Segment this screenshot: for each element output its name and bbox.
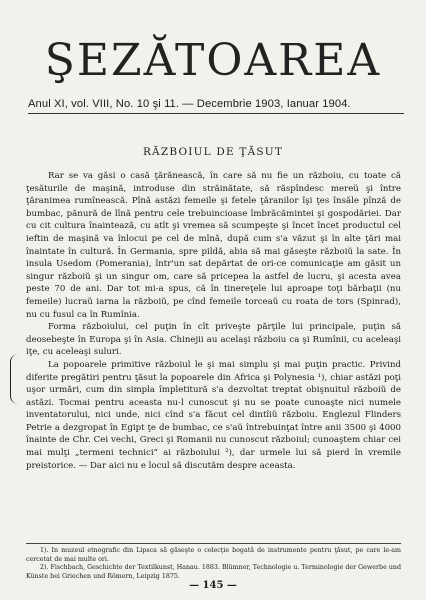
paragraph: La popoarele primitive războiul le şi mai simplu şi mai puţin practic. Privind diferite pregătiri pentru ţăsut la popoarele din Africa şi Polynesia ¹), chiar astăzi poţi uşor urmări, cum din simpla împletitură s'a dezvoltat treptat obişnuitul războiŭ de astăzi. Tocmai pentru aceasta nu-l cunoscut şi nu se poate cunoaşte nici numele inventatorului, nici unde, nici cînd s'a făcut cel dintîiŭ războiu. Englezul Flinders Petrie a dezgropat în Egipt ţe de bumbac, ce s'aŭ întrebuinţat între anii 3500 şi 4000 înainte de Chr. Cei vechi, Greci şi Romanii nu cunoscut războiul; cunoaştem chiar cei mai mulţi „termeni technici“ ai războiului ²), dar urmele lui să pierd în vremile preistorice. — Dar aici nu e locul să discutăm despre aceasta. — [26, 359, 401, 471]
issue-line: Anul XI, vol. VIII, No. 10 şi 11. — Decembrie 1903, Ianuar 1904. — [28, 98, 404, 114]
footnote: 1). In muzeul etnografic din Lipsca să găseşte o colecţie bogată de instrumente pentru ţăsut, pe care le-am cercetat de mai multe ori. — [26, 547, 401, 563]
paragraph: Forma războiului, cel puţin în cît priveşte părţile lui principale, puţin să deosebeşte în Europa şi în Asia. Chinejii au acelaşi războiu ca şi Rumînii, cu aceleaşi iţe, cu aceleaşi suluri. — [26, 322, 401, 358]
article-title: RĂZBOIUL DE ŢĂSUT — [142, 146, 284, 158]
footnote: 2). Fischbach, Geschichte der Textilkunst, Hanau. 1883. Blümner, Technologie u. Terminologie der Gewerbe und Künste bei Griechen und Römern, Leipzig 1875. — [26, 564, 401, 580]
margin-brace-mark — [10, 354, 21, 404]
footnotes — [26, 543, 401, 581]
paragraph: Rar se va găsi o casă ţărănească, în care să nu fie un războiu, cu toate că ţesăturile de maşină, introduse din străinătate, să răspîndesc mereŭ şi între ţăranimea rumînească. Pînă astăzi femeile şi fetele ţăranilor îşi ţes însăle pînză de bumbac, pănură de lînă pentru cele trebuincioase îmbrăcămintei şi gospodăriei. Dar cu cit cultura înaintează, cu atît şi vremea să scumpeşte şi încet încet productul cel ieftin de maşină va înlocui pe cel de mînă, după cum s'a văzut şi în alte ţări mai înaintate în cultură. În Germania, spre pildă, abia să mai găseşte războiŭ la sate. În insula Usedom (Pomerania), într'un sat depărtat de ori-ce comunicaţie am găsit un singur războiŭ şi un singur om, care să pricepea la astfel de lucru, şi acesta avea peste 70 de ani. Dar tot mi-a spus, că în tinereţele lui aproape toţi bărbaţii (nu femeile) lucraŭ iarna la războiŭ, pe cînd femeile torceaŭ cu roata de tors (Spinrad), nu cu fusul ca în Rumînia. — [26, 171, 401, 320]
page-number: — 145 — — [189, 580, 237, 591]
publication-masthead: ŞEZĂTOAREA — [44, 35, 382, 86]
article-body — [26, 170, 401, 472]
